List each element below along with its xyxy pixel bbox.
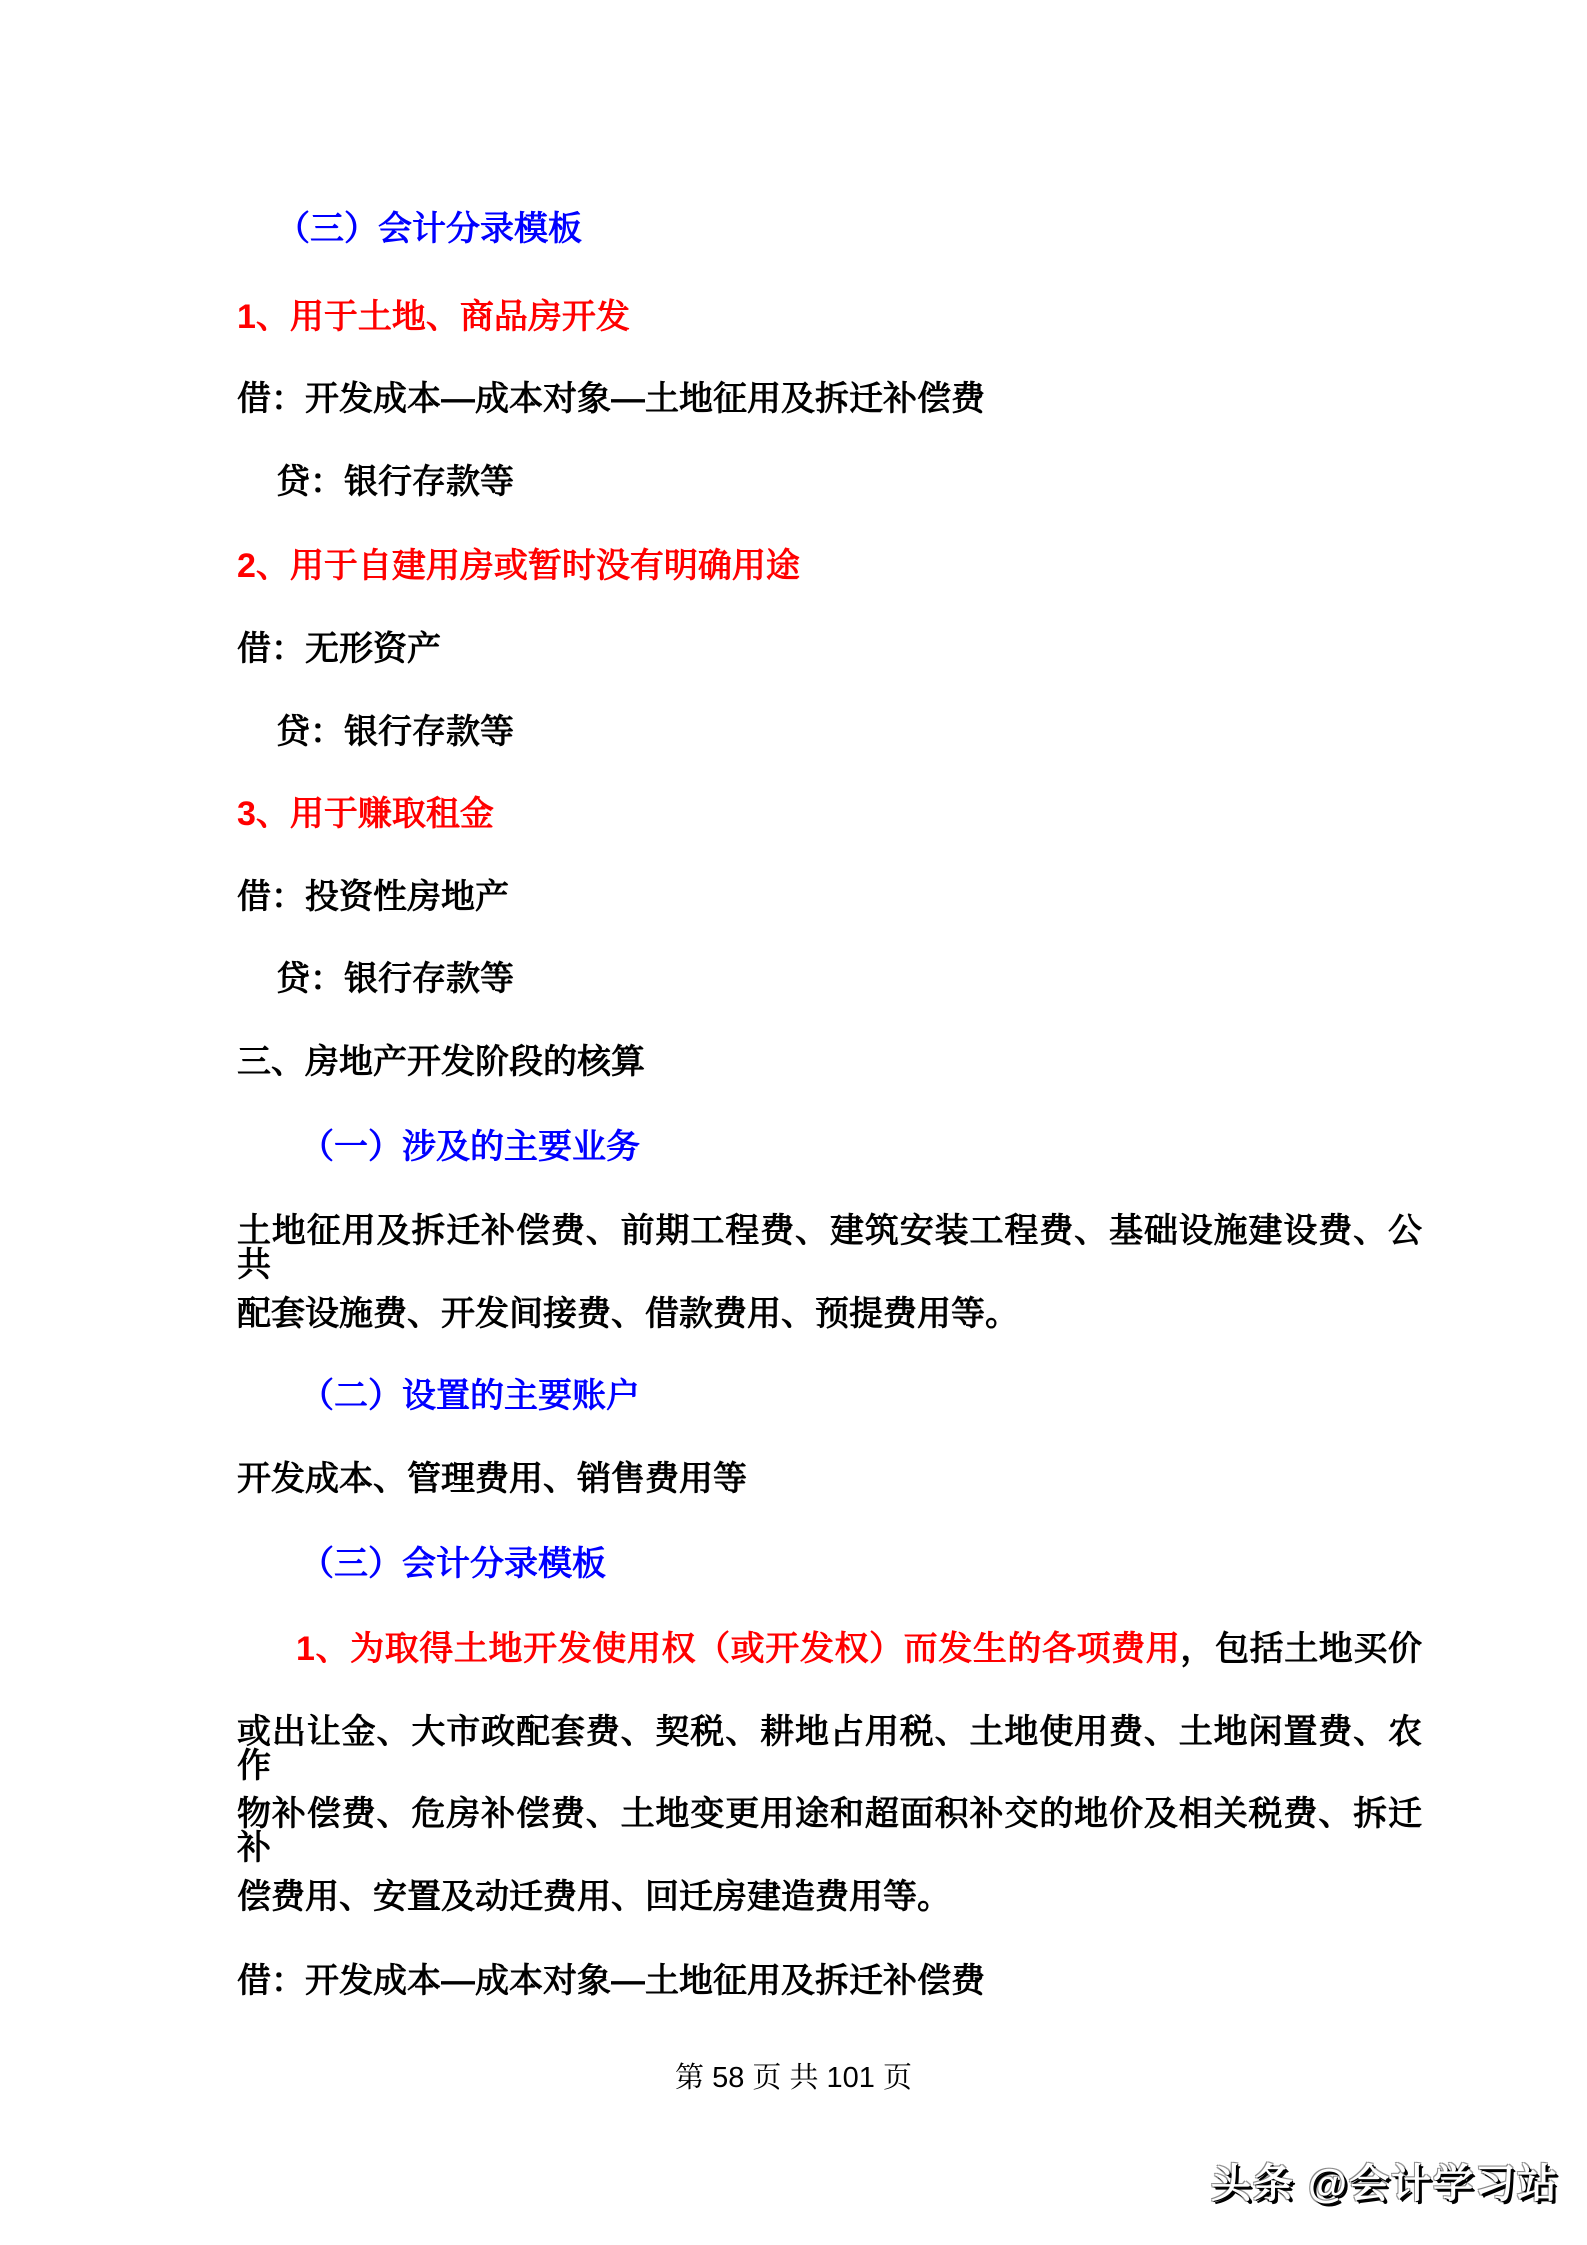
subsection-heading-2: （二）设置的主要账户 — [300, 1377, 640, 1415]
fee-paragraph-lead-red: 1、为取得土地开发使用权（或开发权）而发生的各项费用 — [296, 1630, 1181, 1668]
page-number: 第 58 页 共 101 页 — [675, 2062, 912, 2094]
fee-paragraph-line-1 — [237, 1632, 1422, 1700]
fee-paragraph-line-3: 物补偿费、危房补偿费、土地变更用途和超面积补交的地价及相关税费、拆迁补 — [237, 1795, 1422, 1867]
credit-line-1: 贷：银行存款等 — [276, 463, 514, 501]
business-paragraph-line-1: 土地征用及拆迁补偿费、前期工程费、建筑安装工程费、基础设施建设费、公共 — [237, 1212, 1422, 1284]
subsection-heading-3: （三）会计分录模板 — [300, 1545, 606, 1583]
debit-line-3: 借：投资性房地产 — [237, 878, 509, 916]
section-heading-template-prev: （三）会计分录模板 — [276, 210, 582, 248]
fee-paragraph-lead-black: ，包括土地买价 — [1180, 1630, 1422, 1668]
final-debit-line: 借：开发成本—成本对象—土地征用及拆迁补偿费 — [237, 1962, 985, 2000]
debit-line-2: 借：无形资产 — [237, 630, 441, 668]
fee-paragraph-line-2: 或出让金、大市政配套费、契税、耕地占用税、土地使用费、土地闲置费、农作 — [237, 1713, 1422, 1785]
subsection-heading-1: （一）涉及的主要业务 — [300, 1128, 640, 1166]
accounts-line: 开发成本、管理费用、销售费用等 — [237, 1460, 747, 1498]
chapter-heading: 三、房地产开发阶段的核算 — [237, 1043, 645, 1081]
credit-line-3: 贷：银行存款等 — [276, 960, 514, 998]
credit-line-2: 贷：银行存款等 — [276, 713, 514, 751]
watermark: 头条 @会计学习站 — [1210, 2162, 1559, 2206]
business-paragraph-line-2: 配套设施费、开发间接费、借款费用、预提费用等。 — [237, 1295, 1019, 1333]
entry-title-3: 3、用于赚取租金 — [237, 795, 494, 833]
entry-title-2: 2、用于自建用房或暂时没有明确用途 — [237, 547, 800, 585]
fee-paragraph-line-4: 偿费用、安置及动迁费用、回迁房建造费用等。 — [237, 1878, 951, 1916]
debit-line-1: 借：开发成本—成本对象—土地征用及拆迁补偿费 — [237, 380, 985, 418]
entry-title-1: 1、用于土地、商品房开发 — [237, 298, 630, 336]
